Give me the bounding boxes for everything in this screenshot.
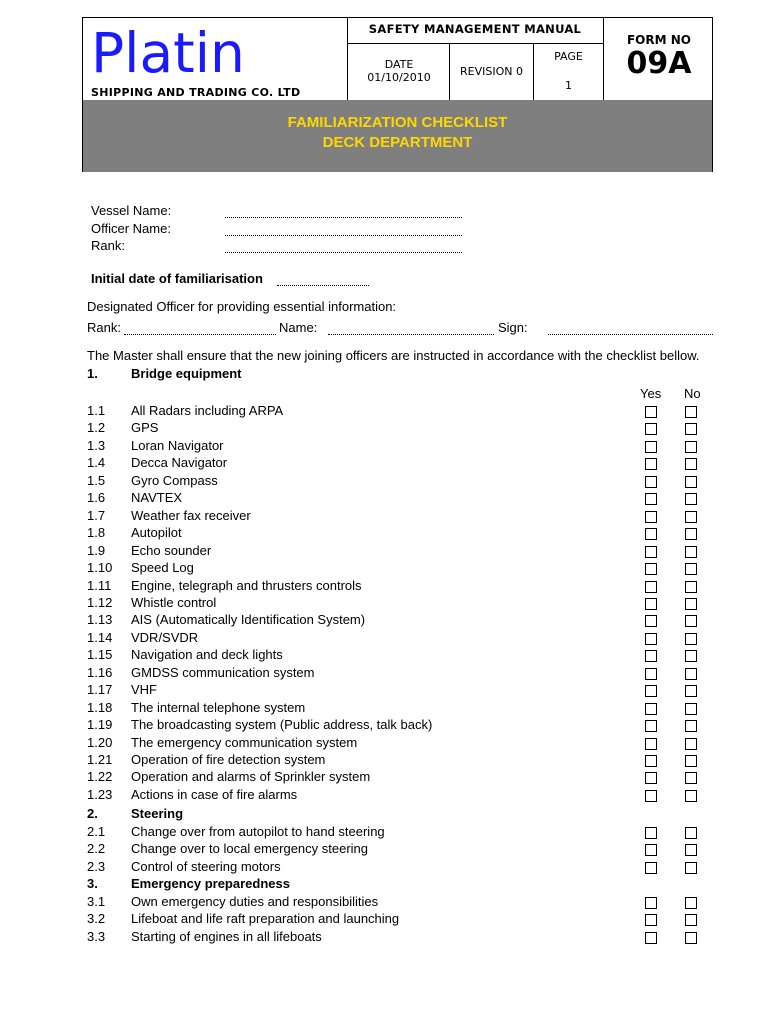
form-no-label: FORM NO xyxy=(626,33,691,47)
yes-checkbox[interactable] xyxy=(645,932,657,944)
item-text: Control of steering motors xyxy=(131,858,281,874)
item-number: 1.13 xyxy=(87,612,113,628)
yes-checkbox[interactable] xyxy=(645,844,657,856)
item-text: VDR/SVDR xyxy=(131,629,199,645)
yes-checkbox[interactable] xyxy=(645,406,657,418)
initial-date-field[interactable] xyxy=(277,285,369,286)
no-checkbox[interactable] xyxy=(685,528,697,540)
no-checkbox[interactable] xyxy=(685,755,697,767)
item-text: Own emergency duties and responsibilities xyxy=(131,894,379,909)
section-number: 1. xyxy=(87,366,98,381)
yes-checkbox[interactable] xyxy=(645,827,657,839)
item-number: 2.2 xyxy=(87,841,106,857)
item-number: 1.7 xyxy=(87,507,106,523)
yes-checkbox[interactable] xyxy=(645,755,657,767)
company-logo: Platin xyxy=(91,21,245,85)
item-number: 2.3 xyxy=(87,858,106,874)
no-checkbox[interactable] xyxy=(685,598,697,610)
item-number: 1.16 xyxy=(87,664,113,680)
item-number: 1.12 xyxy=(87,594,113,610)
no-checkbox[interactable] xyxy=(685,703,697,715)
no-checkbox[interactable] xyxy=(685,406,697,418)
yes-checkbox[interactable] xyxy=(645,511,657,523)
initial-date-label: Initial date of familiarisation xyxy=(91,271,263,286)
item-text: Decca Navigator xyxy=(131,455,228,471)
no-checkbox[interactable] xyxy=(685,668,697,680)
item-number: 1.23 xyxy=(87,786,113,802)
rank-label: Rank: xyxy=(91,238,125,253)
no-checkbox[interactable] xyxy=(685,650,697,662)
item-number: 1.11 xyxy=(87,577,112,593)
item-text: Echo sounder xyxy=(131,542,212,558)
item-text: All Radars including ARPA xyxy=(131,403,284,418)
item-text: The broadcasting system (Public address, talk back) xyxy=(131,717,433,733)
item-text: GMDSS communication system xyxy=(131,664,315,680)
sign-field[interactable] xyxy=(548,334,713,335)
item-number: 3.3 xyxy=(87,928,106,944)
item-text: Change over from autopilot to hand steering xyxy=(131,824,385,839)
yes-checkbox[interactable] xyxy=(645,528,657,540)
item-number: 1.20 xyxy=(87,734,113,750)
section-number: 3. xyxy=(87,876,98,891)
rank-field[interactable] xyxy=(225,252,462,253)
company-name: SHIPPING AND TRADING CO. LTD xyxy=(91,86,301,99)
yes-checkbox[interactable] xyxy=(645,563,657,575)
item-number: 1.5 xyxy=(87,472,106,488)
no-checkbox[interactable] xyxy=(685,844,697,856)
manual-title: SAFETY MANAGEMENT MANUAL xyxy=(368,22,582,36)
item-text: Weather fax receiver xyxy=(131,507,251,523)
item-text: Change over to local emergency steering xyxy=(131,841,369,857)
no-checkbox[interactable] xyxy=(685,615,697,627)
no-checkbox[interactable] xyxy=(685,827,697,839)
yes-checkbox[interactable] xyxy=(645,441,657,453)
page-value: 1 xyxy=(565,79,572,92)
no-checkbox[interactable] xyxy=(685,772,697,784)
yes-checkbox[interactable] xyxy=(645,790,657,802)
item-text: The internal telephone system xyxy=(131,699,306,715)
no-checkbox[interactable] xyxy=(685,546,697,558)
no-checkbox[interactable] xyxy=(685,862,697,874)
item-number: 1.19 xyxy=(87,717,113,733)
item-number: 1.17 xyxy=(87,682,113,698)
no-checkbox[interactable] xyxy=(685,633,697,645)
item-text: Gyro Compass xyxy=(131,472,218,488)
sign-label: Sign: xyxy=(498,320,528,335)
yes-checkbox[interactable] xyxy=(645,493,657,505)
yes-checkbox[interactable] xyxy=(645,738,657,750)
name2-label: Name: xyxy=(279,320,318,335)
yes-column-header: Yes xyxy=(640,386,662,401)
no-checkbox[interactable] xyxy=(685,932,697,944)
title-line-1: FAMILIARIZATION CHECKLIST xyxy=(287,114,508,131)
item-number: 1.18 xyxy=(87,699,113,715)
no-checkbox[interactable] xyxy=(685,441,697,453)
no-checkbox[interactable] xyxy=(685,897,697,909)
item-text: Starting of engines in all lifeboats xyxy=(131,928,322,944)
yes-checkbox[interactable] xyxy=(645,772,657,784)
item-number: 1.21 xyxy=(87,752,113,767)
section-title: Bridge equipment xyxy=(131,366,242,381)
yes-checkbox[interactable] xyxy=(645,633,657,645)
yes-checkbox[interactable] xyxy=(645,862,657,874)
item-text: Speed Log xyxy=(131,560,194,576)
name2-field[interactable] xyxy=(328,334,494,335)
item-text: NAVTEX xyxy=(131,490,183,506)
no-checkbox[interactable] xyxy=(685,476,697,488)
item-number: 3.1 xyxy=(87,894,106,909)
section-number: 2. xyxy=(87,806,98,821)
item-text: Whistle control xyxy=(131,594,217,610)
no-checkbox[interactable] xyxy=(685,738,697,750)
yes-checkbox[interactable] xyxy=(645,685,657,697)
date-value: 01/10/2010 xyxy=(367,71,431,84)
section-title: Steering xyxy=(131,806,184,821)
designated-officer-label: Designated Officer for providing essential information: xyxy=(87,299,397,314)
item-number: 1.2 xyxy=(87,420,106,436)
item-text: The emergency communication system xyxy=(131,734,358,750)
yes-checkbox[interactable] xyxy=(645,668,657,680)
section-title: Emergency preparedness xyxy=(131,876,290,891)
no-column-header: No xyxy=(684,386,701,401)
no-checkbox[interactable] xyxy=(685,423,697,435)
yes-checkbox[interactable] xyxy=(645,476,657,488)
yes-checkbox[interactable] xyxy=(645,615,657,627)
yes-checkbox[interactable] xyxy=(645,914,657,926)
page-label: PAGE xyxy=(554,50,583,63)
item-text: Engine, telegraph and thrusters controls xyxy=(131,577,362,593)
item-text: Lifeboat and life raft preparation and launching xyxy=(131,911,400,927)
officer-name-label: Officer Name: xyxy=(91,221,171,236)
yes-checkbox[interactable] xyxy=(645,598,657,610)
vessel-name-label: Vessel Name: xyxy=(91,203,172,218)
vessel-name-field[interactable] xyxy=(225,217,462,218)
yes-checkbox[interactable] xyxy=(645,720,657,732)
item-number: 1.6 xyxy=(87,490,106,506)
title-band xyxy=(83,100,712,172)
instruction-text: The Master shall ensure that the new joining officers are instructed in accordance with the checklist bellow. xyxy=(87,348,700,363)
form-no-value: 09A xyxy=(626,46,692,81)
no-checkbox[interactable] xyxy=(685,685,697,697)
item-text: Navigation and deck lights xyxy=(131,647,283,663)
item-number: 1.3 xyxy=(87,437,106,453)
item-number: 3.2 xyxy=(87,911,106,927)
rank2-label: Rank: xyxy=(87,320,121,335)
item-number: 2.1 xyxy=(87,824,106,839)
no-checkbox[interactable] xyxy=(685,720,697,732)
item-text: GPS xyxy=(131,420,159,436)
no-checkbox[interactable] xyxy=(685,790,697,802)
item-text: Autopilot xyxy=(131,525,182,541)
no-checkbox[interactable] xyxy=(685,458,697,470)
item-number: 1.15 xyxy=(87,647,113,663)
item-number: 1.10 xyxy=(87,560,113,576)
item-text: Actions in case of fire alarms xyxy=(131,786,298,802)
no-checkbox[interactable] xyxy=(685,563,697,575)
officer-name-field[interactable] xyxy=(225,235,462,236)
item-number: 1.8 xyxy=(87,525,106,541)
no-checkbox[interactable] xyxy=(685,914,697,926)
item-text: VHF xyxy=(131,682,157,698)
revision: REVISION 0 xyxy=(460,65,523,78)
item-text: AIS (Automatically Identification System) xyxy=(131,612,366,628)
yes-checkbox[interactable] xyxy=(645,650,657,662)
item-number: 1.14 xyxy=(87,629,113,645)
form-header xyxy=(82,17,713,172)
item-number: 1.22 xyxy=(87,769,113,785)
item-number: 1.4 xyxy=(87,455,106,471)
no-checkbox[interactable] xyxy=(685,581,697,593)
no-checkbox[interactable] xyxy=(685,511,697,523)
yes-checkbox[interactable] xyxy=(645,703,657,715)
yes-checkbox[interactable] xyxy=(645,581,657,593)
item-number: 1.1 xyxy=(87,403,106,418)
item-text: Loran Navigator xyxy=(131,437,224,453)
yes-checkbox[interactable] xyxy=(645,458,657,470)
title-line-2: DECK DEPARTMENT xyxy=(322,134,473,151)
item-number: 1.9 xyxy=(87,542,106,558)
no-checkbox[interactable] xyxy=(685,493,697,505)
date-label: DATE xyxy=(384,58,414,71)
item-text: Operation and alarms of Sprinkler system xyxy=(131,769,371,785)
yes-checkbox[interactable] xyxy=(645,546,657,558)
item-text: Operation of fire detection system xyxy=(131,752,326,767)
rank2-field[interactable] xyxy=(124,334,276,335)
yes-checkbox[interactable] xyxy=(645,897,657,909)
yes-checkbox[interactable] xyxy=(645,423,657,435)
